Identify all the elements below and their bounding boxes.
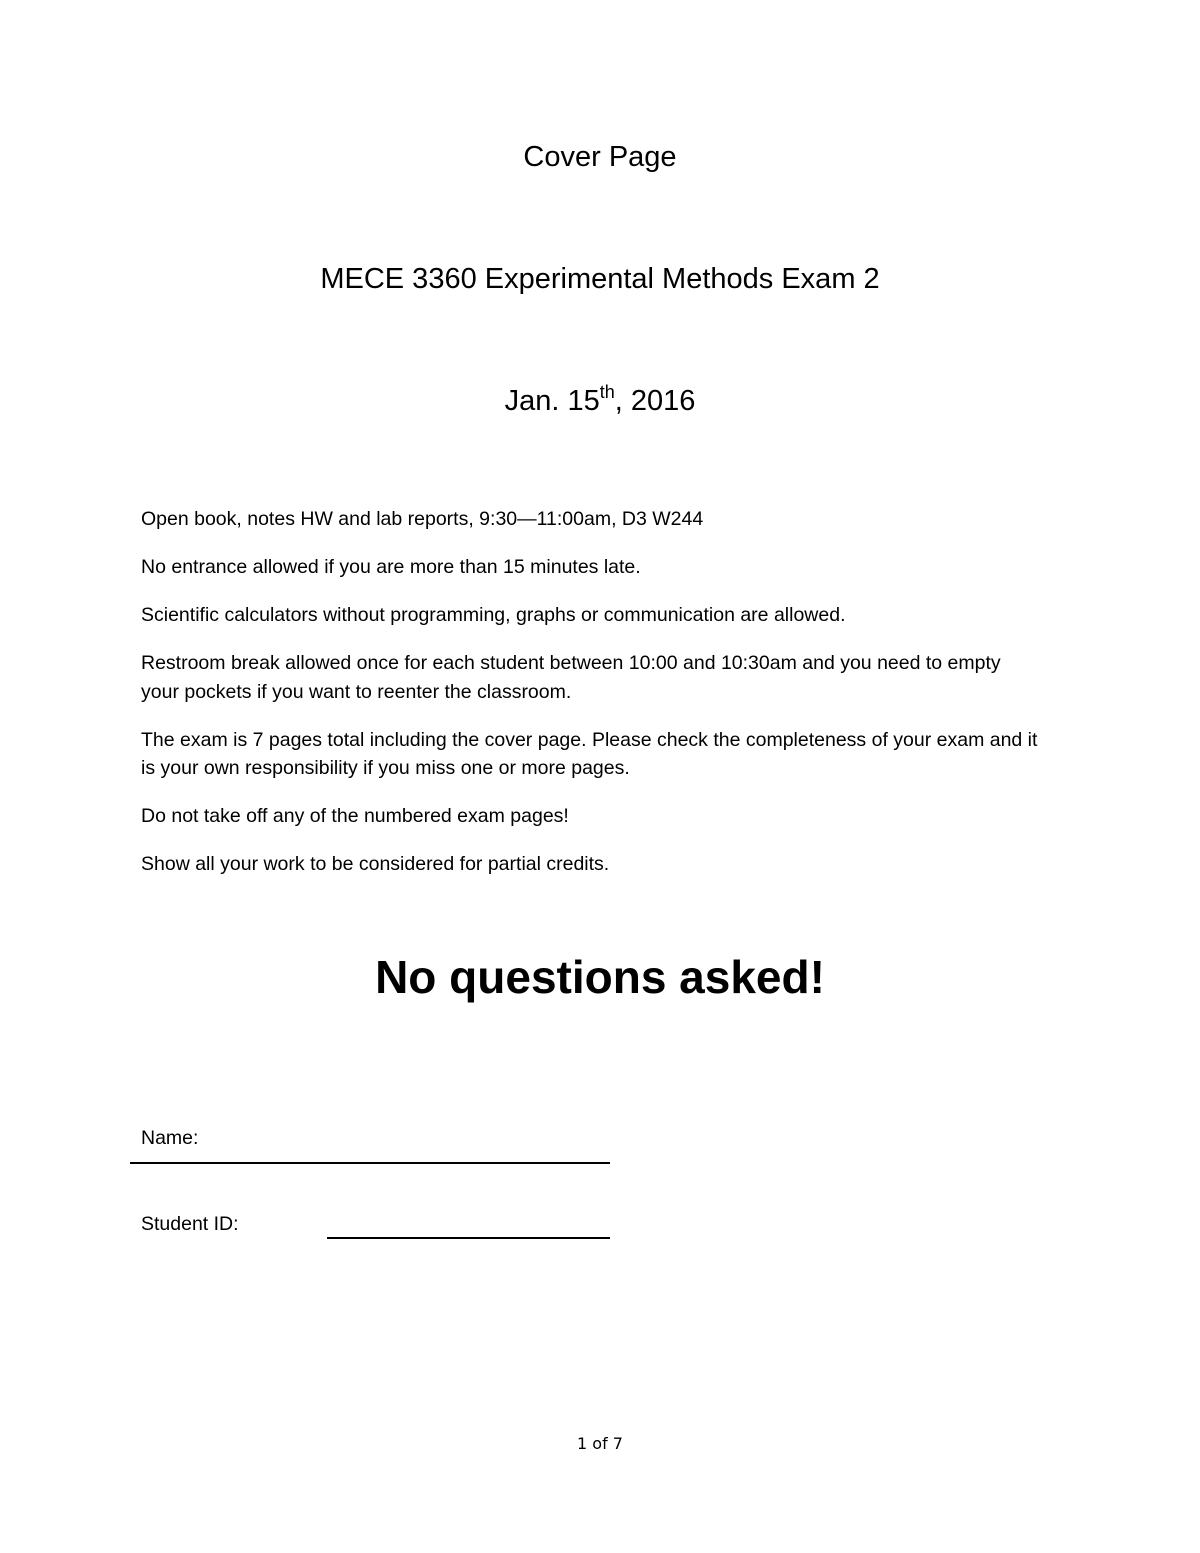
exam-rules bbox=[141, 505, 1041, 898]
rule-item: Do not take off any of the numbered exam pages! bbox=[141, 805, 569, 827]
rule-item: Restroom break allowed once for each student between 10:00 and 10:30am and you need to empty your pockets if you want to reenter the classroom. bbox=[141, 652, 1001, 703]
rule-item: No entrance allowed if you are more than 15 minutes late. bbox=[141, 556, 641, 578]
rule-item: Show all your work to be considered for partial credits. bbox=[141, 853, 610, 875]
exam-date-year: , 2016 bbox=[614, 385, 696, 417]
rule-item: The exam is 7 pages total including the cover page. Please check the completeness of your exam and it is your own responsibility if you miss one or more pages. bbox=[141, 728, 1038, 779]
name-field-line bbox=[130, 1162, 610, 1164]
course-title: MECE 3360 Experimental Methods Exam 2 bbox=[320, 263, 880, 295]
student-id-label: Student ID: bbox=[141, 1213, 239, 1235]
no-questions-warning: No questions asked! bbox=[375, 951, 825, 1003]
exam-date-ordinal: th bbox=[599, 382, 615, 402]
page-number: 1 of 7 bbox=[577, 1434, 623, 1453]
name-label: Name: bbox=[141, 1127, 199, 1149]
student-id-field-line bbox=[327, 1237, 610, 1239]
rule-item: Scientific calculators without programming, graphs or communication are allowed. bbox=[141, 604, 846, 626]
rule-item: Open book, notes HW and lab reports, 9:30—11:00am, D3 W244 bbox=[141, 508, 704, 530]
cover-title: Cover Page bbox=[523, 141, 677, 173]
exam-date-day: Jan. 15 bbox=[504, 385, 600, 417]
exam-date bbox=[0, 382, 1200, 418]
